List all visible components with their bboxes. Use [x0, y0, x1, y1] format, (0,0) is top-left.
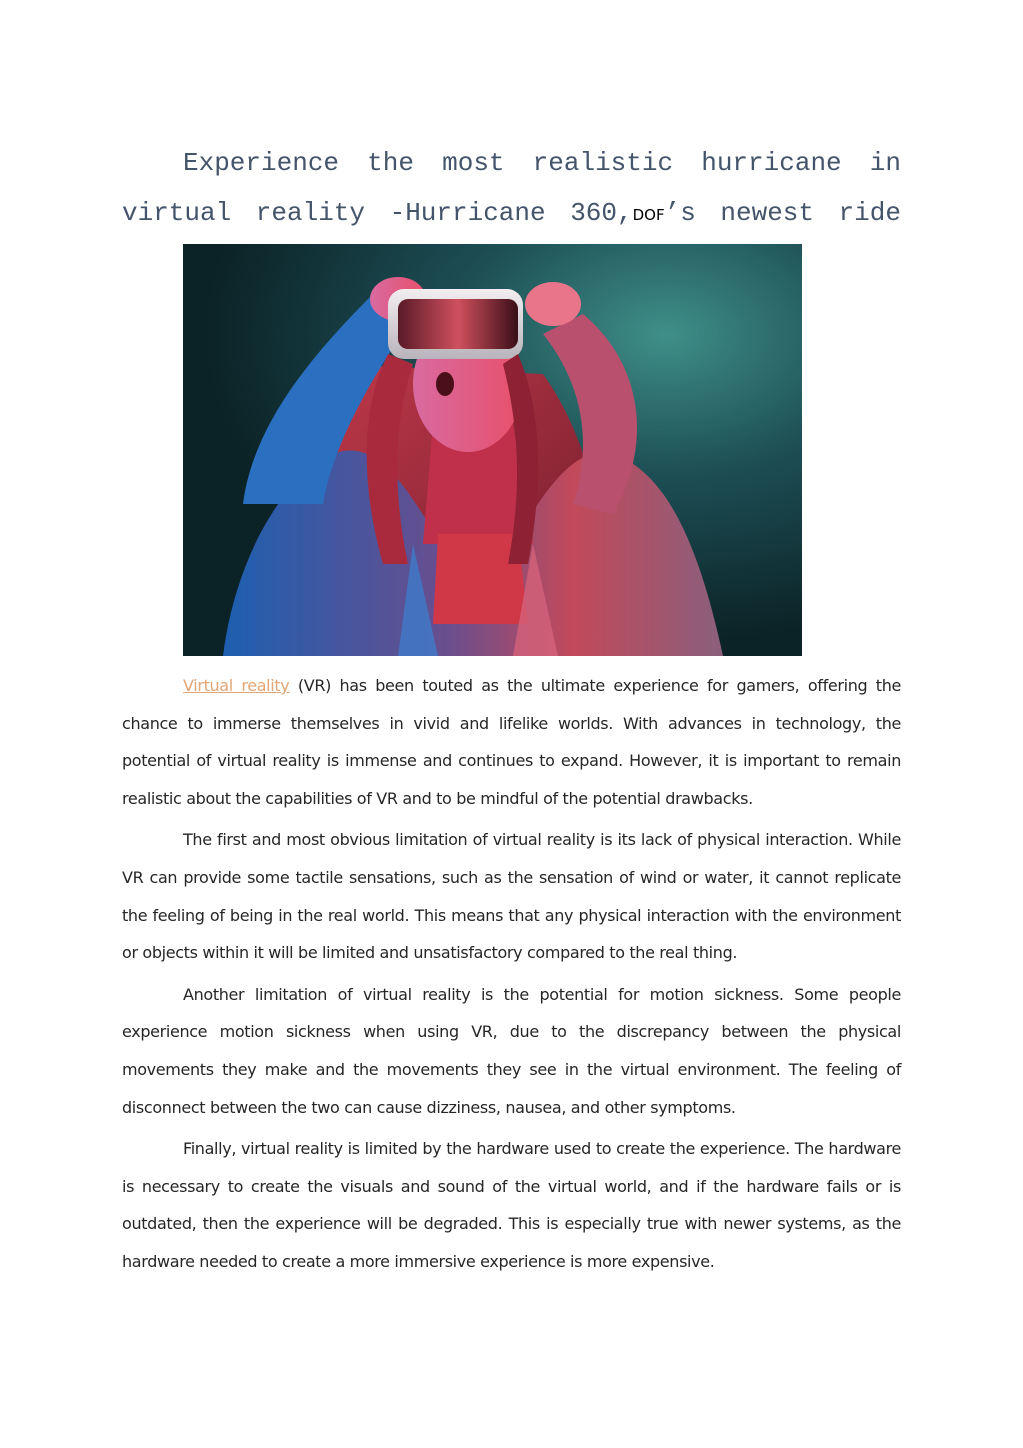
title-text-a: virtual reality -Hurricane 360, [122, 198, 633, 228]
paragraph-2: The first and most obvious limitation of virtual reality is its lack of physical interaction. While VR can provide some tactile sensations, such as the sensation of wind or water, it cannot replicate the feeling of being in the real world. This means that any physical interaction with the environment or objects within it will be limited and unsatisfactory compared to the real thing. [122, 830, 901, 963]
vr-woman-photo [183, 244, 802, 656]
paragraph-1-text: (VR) has been touted as the ultimate experience for gamers, offering the chance to immerse themselves in vivid and lifelike worlds. With advances in technology, the potential of virtual reality is immense and continues to expand. However, it is important to remain realistic about the capabilities of VR and to be mindful of the potential drawbacks. [122, 676, 901, 808]
title-text-b: ’s newest ride [664, 198, 901, 228]
title-line-1: Experience the most realistic hurricane in [183, 148, 901, 178]
paragraph-1 [122, 667, 901, 817]
hero-image [183, 244, 802, 656]
title-line-2 [122, 188, 901, 240]
article-title [122, 138, 901, 240]
article-body [122, 667, 901, 1285]
brand-name: DOF [632, 206, 665, 224]
paragraph-3: Another limitation of virtual reality is the potential for motion sickness. Some people experience motion sickness when using VR, due to the discrepancy between the physical movements they make and the movements they see in the virtual environment. The feeling of disconnect between the two can cause dizziness, nausea, and other symptoms. [122, 984, 901, 1117]
paragraph-4: Finally, virtual reality is limited by the hardware used to create the experience. The hardware is necessary to create the visuals and sound of the virtual world, and if the hardware fails or is outdated, then the experience will be degraded. This is especially true with newer systems, as the hardware needed to create a more immersive experience is more expensive. [122, 1139, 901, 1271]
virtual-reality-link[interactable]: Virtual reality [183, 676, 290, 695]
